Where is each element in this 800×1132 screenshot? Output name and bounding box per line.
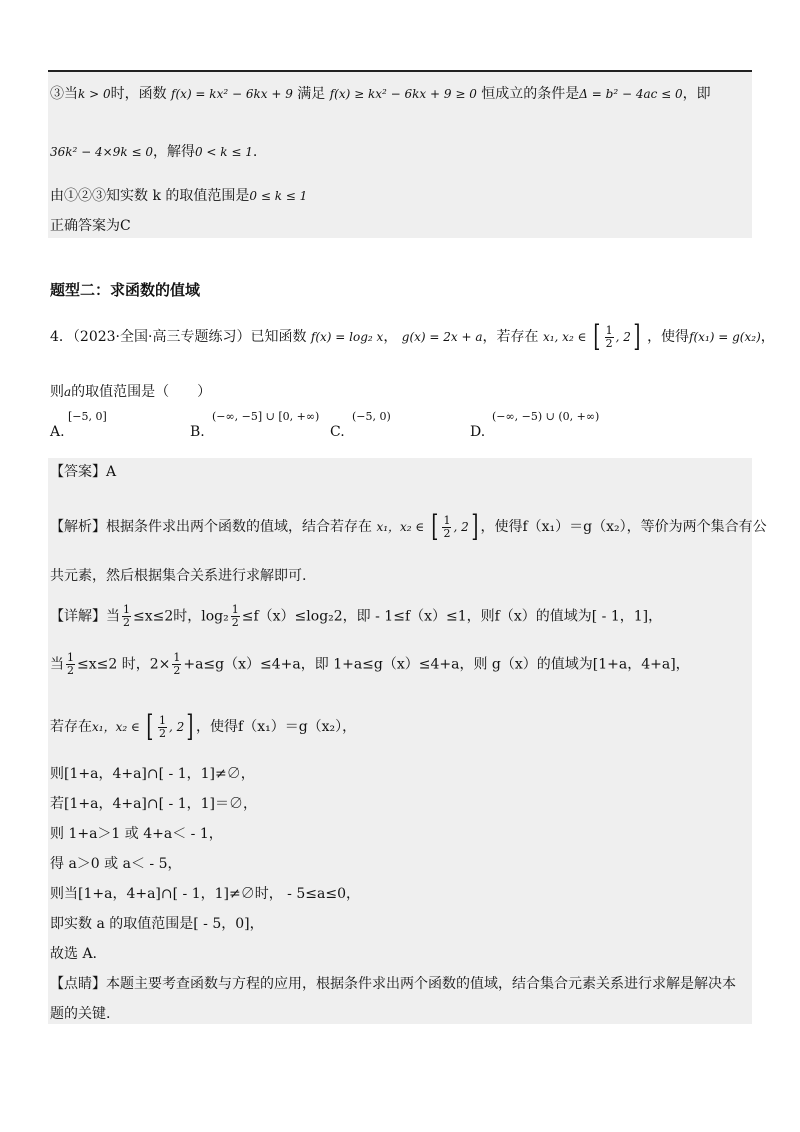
option-b[interactable]: B. (190, 424, 205, 440)
step-7: 故选 A. (50, 946, 98, 962)
detail-line-2: 当 $\frac{1}{2}$ ≤x≤2 时，2× $\frac{1}{2}$ +a≤g（x）≤4+a，即 1+a≤g（x）≤4+a，则 g（x）的值域为[1+a，4+a]， (50, 651, 690, 677)
step-4: 得 a＞0 或 a＜ - 5， (50, 856, 182, 872)
option-a-value: [−5, 0] (68, 410, 107, 423)
option-c-value: (−5, 0) (352, 410, 391, 423)
step-2: 若[1+a，4+a]∩[ - 1，1]＝∅， (50, 796, 257, 812)
comment-line-1: 【点睛】本题主要考查函数与方程的应用，根据条件求出两个函数的值域，结合集合元素关系进行求解是解决本 (50, 976, 736, 992)
detail-line-3: 若存在x₁，x₂ ∈ [ $\frac{1}{2}$ , 2] ，使得f（x₁）＝g（x₂）， (50, 709, 357, 744)
option-d-value: (−∞, −5) ∪ (0, +∞) (492, 410, 600, 423)
step-3: 则 1+a＞1 或 4+a＜ - 1， (50, 826, 223, 842)
previous-answer: 正确答案为C (50, 218, 131, 234)
solve-line: 36k² − 4×9k ≤ 0，解得0 < k ≤ 1. (50, 144, 258, 160)
case3-line: ③当k > 0时，函数 f(x) = kx² − 6kx + 9 满足 f(x) ≥ kx² − 6kx + 9 ≥ 0 恒成立的条件是Δ = b² − 4ac ≤ 0，即 (50, 86, 711, 102)
conclusion-line: 由①②③知实数 k 的取值范围是0 ≤ k ≤ 1 (50, 188, 308, 204)
option-d[interactable]: D. (470, 424, 486, 440)
analysis-line: 【解析】根据条件求出两个函数的值域，结合若存在 x₁，x₂ ∈ [ $\frac{1}{2}$ , 2] ，使得f（x₁）＝g（x₂），等价为两个集合有公 (50, 509, 767, 544)
problem-question: 则a的取值范围是（ ） (50, 384, 212, 400)
problem-stem: 4．（2023·全国·高三专题练习）已知函数 f(x) = log₂ x， g(x) = 2x + a，若存在 x₁, x₂ ∈ [ $\frac{1}{2}$ , 2] ，使得f(x₁) = g(x₂)， (50, 319, 775, 354)
answer-line: 【答案】A (50, 464, 117, 480)
step-5: 则当[1+a，4+a]∩[ - 1，1]≠∅时， - 5≤a≤0， (50, 886, 360, 902)
detail-line-1: 【详解】当 $\frac{1}{2}$ ≤x≤2时，log₂ $\frac{1}{2}$ ≤f（x）≤log₂2，即 - 1≤f（x）≤1，则f（x）的值域为[ - 1，1]， (50, 603, 663, 629)
option-c[interactable]: C. (330, 424, 345, 440)
option-b-value: (−∞, −5] ∪ [0, +∞) (212, 410, 320, 423)
comment-line-2: 题的关键. (50, 1006, 111, 1022)
option-a[interactable]: A. (50, 424, 65, 440)
analysis-line-2: 共元素，然后根据集合关系进行求解即可. (50, 568, 307, 584)
step-1: 则[1+a，4+a]∩[ - 1，1]≠∅， (50, 766, 255, 782)
section-title: 题型二：求函数的值域 (50, 281, 201, 299)
step-6: 即实数 a 的取值范围是[ - 5，0]， (50, 916, 264, 932)
